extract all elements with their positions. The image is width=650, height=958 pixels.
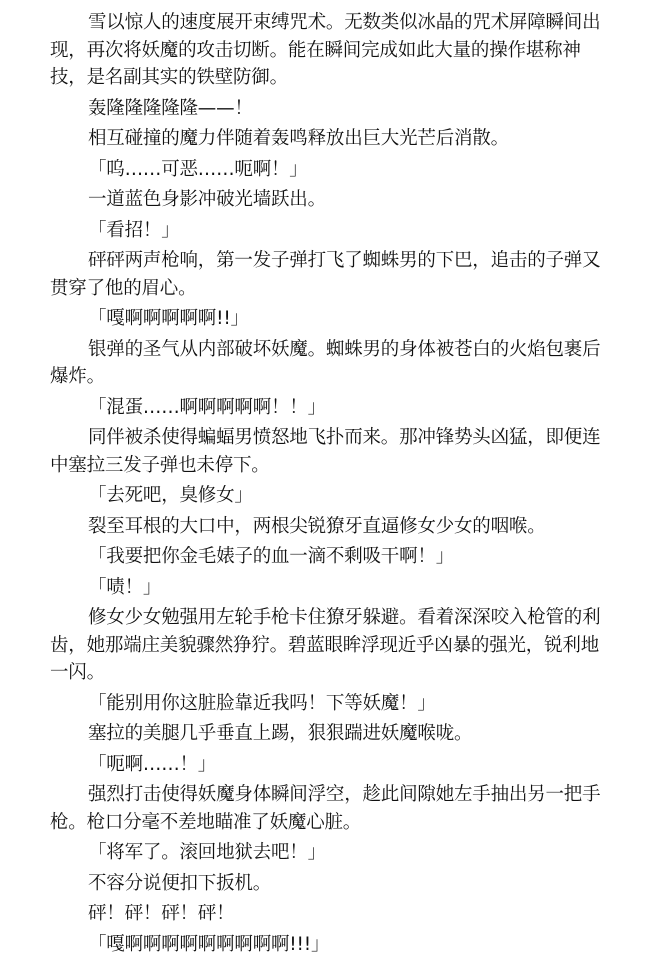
paragraph: 修女少女勉强用左轮手枪卡住獠牙躲避。看着深深咬入枪管的利齿，她那端庄美貌骤然狰狞。碧蓝眼眸浮现近乎凶暴的强光，锐利地一闪。: [50, 604, 610, 687]
paragraph: 「去死吧，臭修女」: [50, 482, 610, 510]
paragraph: 塞拉的美腿几乎垂直上踢，狠狠踹进妖魔喉咙。: [50, 720, 610, 748]
paragraph: 雪以惊人的速度展开束缚咒术。无数类似冰晶的咒术屏障瞬间出现，再次将妖魔的攻击切断。能在瞬间完成如此大量的操作堪称神技，是名副其实的铁壁防御。: [50, 9, 610, 92]
paragraph: 不容分说便扣下扳机。: [50, 870, 610, 898]
paragraph: 「呜……可恶……呃啊！」: [50, 156, 610, 184]
paragraph: 「啧！」: [50, 574, 610, 602]
paragraph: 「嘎啊啊啊啊啊啊啊啊啊!!!」: [50, 931, 610, 958]
paragraph: 砰！砰！砰！砰！: [50, 900, 610, 928]
paragraph: 同伴被杀使得蝙蝠男愤怒地飞扑而来。那冲锋势头凶猛，即便连中塞拉三发子弹也未停下。: [50, 424, 610, 479]
paragraph: 「我要把你金毛婊子的血一滴不剩吸干啊！」: [50, 543, 610, 571]
paragraph: 「嘎啊啊啊啊啊!!」: [50, 305, 610, 333]
paragraph: 「将军了。滚回地狱去吧！」: [50, 839, 610, 867]
paragraph: 「看招！」: [50, 217, 610, 245]
paragraph: 「能别用你这脏脸靠近我吗！下等妖魔！」: [50, 690, 610, 718]
paragraph: 一道蓝色身影冲破光墙跃出。: [50, 186, 610, 214]
paragraph: 银弹的圣气从内部破坏妖魔。蜘蛛男的身体被苍白的火焰包裹后爆炸。: [50, 336, 610, 391]
paragraph: 裂至耳根的大口中，两根尖锐獠牙直逼修女少女的咽喉。: [50, 513, 610, 541]
paragraph: 轰隆隆隆隆隆——！: [50, 95, 610, 123]
paragraph: 相互碰撞的魔力伴随着轰鸣释放出巨大光芒后消散。: [50, 125, 610, 153]
paragraph: 强烈打击使得妖魔身体瞬间浮空，趁此间隙她左手抽出另一把手枪。枪口分毫不差地瞄准了妖魔心脏。: [50, 781, 610, 836]
paragraph: 砰砰两声枪响，第一发子弹打飞了蜘蛛男的下巴，追击的子弹又贯穿了他的眉心。: [50, 247, 610, 302]
paragraph: 「混蛋……啊啊啊啊啊！！」: [50, 394, 610, 422]
paragraph: 「呃啊……！」: [50, 751, 610, 779]
